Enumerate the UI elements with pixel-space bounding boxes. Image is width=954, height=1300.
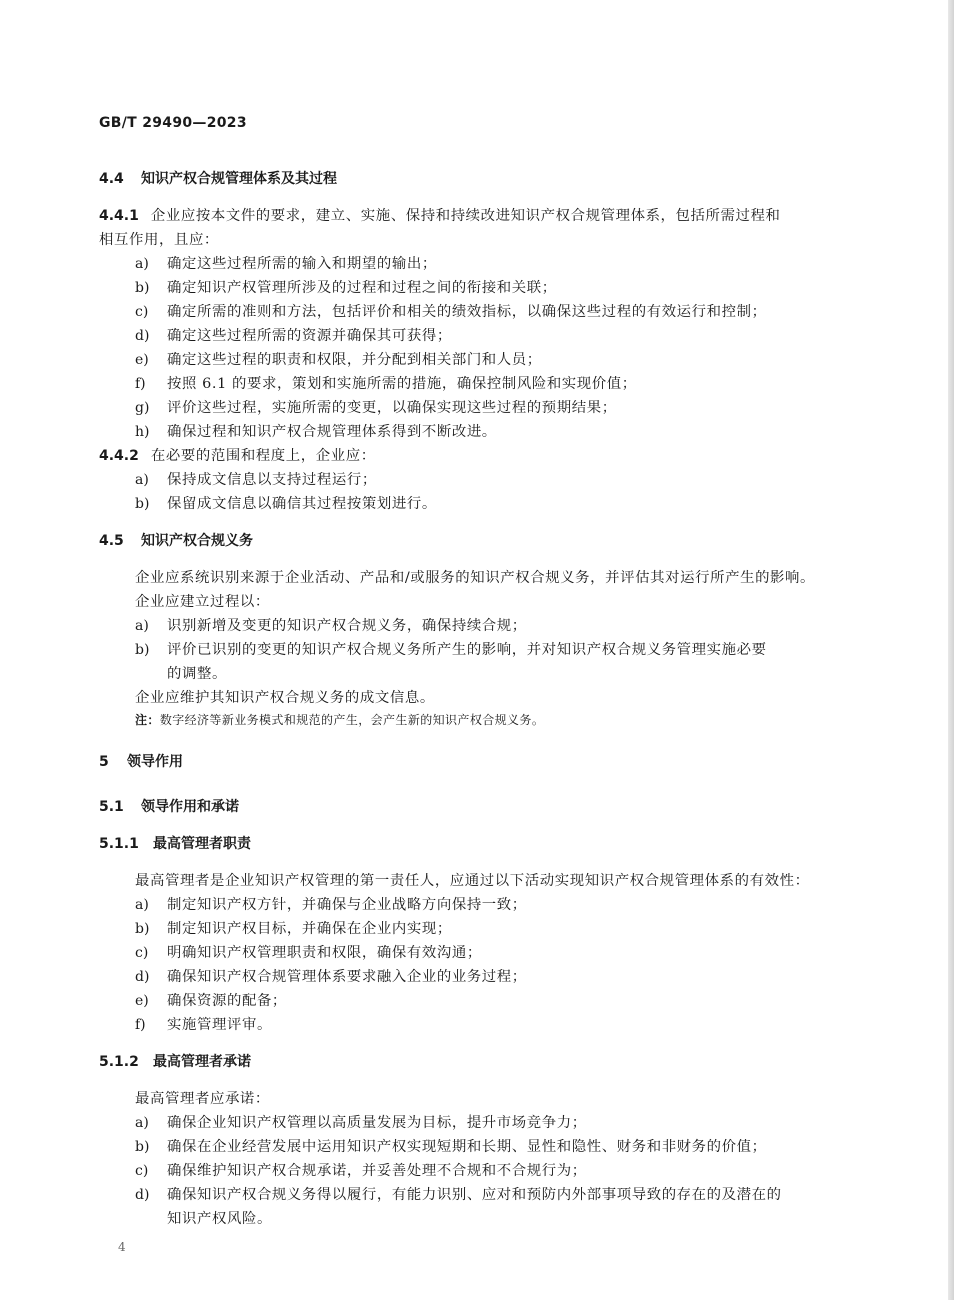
list-item: c) 确定所需的准则和方法，包括评价和相关的绩效指标，以确保这些过程的有效运行和控制； <box>135 304 767 320</box>
section-number: 5.1 <box>99 799 124 815</box>
list-item: f) 按照 6.1 的要求，策划和实施所需的措施，确保控制风险和实现价值； <box>135 376 637 392</box>
note-label: 注： <box>135 713 160 727</box>
section-number: 5.1.1 <box>99 836 139 852</box>
section-heading-5-1-2 <box>99 1051 841 1073</box>
section-heading-5-1-1 <box>99 833 841 855</box>
paragraph: 企业应系统识别来源于企业活动、产品和/或服务的知识产权合规义务，并评估其对运行所产生的影响。 <box>135 570 816 586</box>
section-number: 4.4 <box>99 171 124 187</box>
paragraph: 最高管理者是企业知识产权管理的第一责任人，应通过以下活动实现知识产权合规管理体系的有效性： <box>135 873 810 889</box>
paragraph: 企业应建立过程以： <box>135 594 270 610</box>
clause-number: 4.4.1 <box>99 208 139 224</box>
note <box>99 710 841 731</box>
list-item: b) 确保在企业经营发展中运用知识产权实现短期和长期、显性和隐性、财务和非财务的价值； <box>135 1139 767 1155</box>
section-heading-4-4 <box>99 168 841 190</box>
section-title: 知识产权合规义务 <box>141 533 253 549</box>
list-item: d) 确定这些过程所需的资源并确保其可获得； <box>135 328 452 344</box>
list-item-continued: 知识产权风险。 <box>167 1211 272 1227</box>
clause-4-4-1 <box>99 204 841 228</box>
section-heading-4-5 <box>99 530 841 552</box>
clause-text-continued: 相互作用，且应： <box>99 232 219 248</box>
list-item: f) 实施管理评审。 <box>135 1017 272 1033</box>
list-item: d) 确保知识产权合规义务得以履行，有能力识别、应对和预防内外部事项导致的存在的及潜在的 <box>135 1187 782 1203</box>
list-item: a) 识别新增及变更的知识产权合规义务，确保持续合规； <box>135 618 527 634</box>
page-edge-rule <box>948 0 954 1300</box>
list-item: g) 评价这些过程，实施所需的变更，以确保实现这些过程的预期结果； <box>135 400 617 416</box>
clause-text: 企业应按本文件的要求，建立、实施、保持和持续改进知识产权合规管理体系，包括所需过程和 <box>150 208 781 224</box>
section-number: 5.1.2 <box>99 1054 139 1070</box>
list-item: b) 评价已识别的变更的知识产权合规义务所产生的影响，并对知识产权合规义务管理实施必要 <box>135 642 767 658</box>
section-heading-5-1 <box>99 796 841 818</box>
note-text: 数字经济等新业务模式和规范的产生，会产生新的知识产权合规义务。 <box>159 713 545 727</box>
section-number: 4.5 <box>99 533 124 549</box>
section-title: 最高管理者职责 <box>153 836 251 852</box>
list-item: a) 确定这些过程所需的输入和期望的输出； <box>135 256 437 272</box>
list-item: a) 确保企业知识产权管理以高质量发展为目标，提升市场竞争力； <box>135 1115 587 1131</box>
list-item: b) 确定知识产权管理所涉及的过程和过程之间的衔接和关联； <box>135 280 557 296</box>
clause-number: 4.4.2 <box>99 448 139 464</box>
page-number: 4 <box>118 1240 126 1254</box>
list-item: a) 保持成文信息以支持过程运行； <box>135 472 377 488</box>
list-item: e) 确保资源的配备； <box>135 993 287 1009</box>
document-page <box>99 112 841 1231</box>
list-item: b) 制定知识产权目标，并确保在企业内实现； <box>135 921 452 937</box>
list-item: c) 确保维护知识产权合规承诺，并妥善处理不合规和不合规行为； <box>135 1163 587 1179</box>
list-item: b) 保留成文信息以确信其过程按策划进行。 <box>135 496 437 512</box>
list-item: d) 确保知识产权合规管理体系要求融入企业的业务过程； <box>135 969 527 985</box>
section-title: 知识产权合规管理体系及其过程 <box>141 171 337 187</box>
list-item: e) 确定这些过程的职责和权限，并分配到相关部门和人员； <box>135 352 542 368</box>
list-item: a) 制定知识产权方针，并确保与企业战略方向保持一致； <box>135 897 527 913</box>
section-title: 领导作用 <box>127 754 183 770</box>
clause-text: 在必要的范围和程度上，企业应： <box>150 448 376 464</box>
list-item-continued: 的调整。 <box>167 666 227 682</box>
list-item: c) 明确知识产权管理职责和权限，确保有效沟通； <box>135 945 482 961</box>
section-heading-5 <box>99 751 841 773</box>
paragraph: 最高管理者应承诺： <box>135 1091 270 1107</box>
standard-header: GB/T 29490—2023 <box>99 115 247 131</box>
section-number: 5 <box>99 754 109 770</box>
paragraph: 企业应维护其知识产权合规义务的成文信息。 <box>135 690 435 706</box>
section-title: 领导作用和承诺 <box>141 799 239 815</box>
section-title: 最高管理者承诺 <box>153 1054 251 1070</box>
clause-4-4-2 <box>99 444 841 468</box>
list-item: h) 确保过程和知识产权合规管理体系得到不断改进。 <box>135 424 497 440</box>
